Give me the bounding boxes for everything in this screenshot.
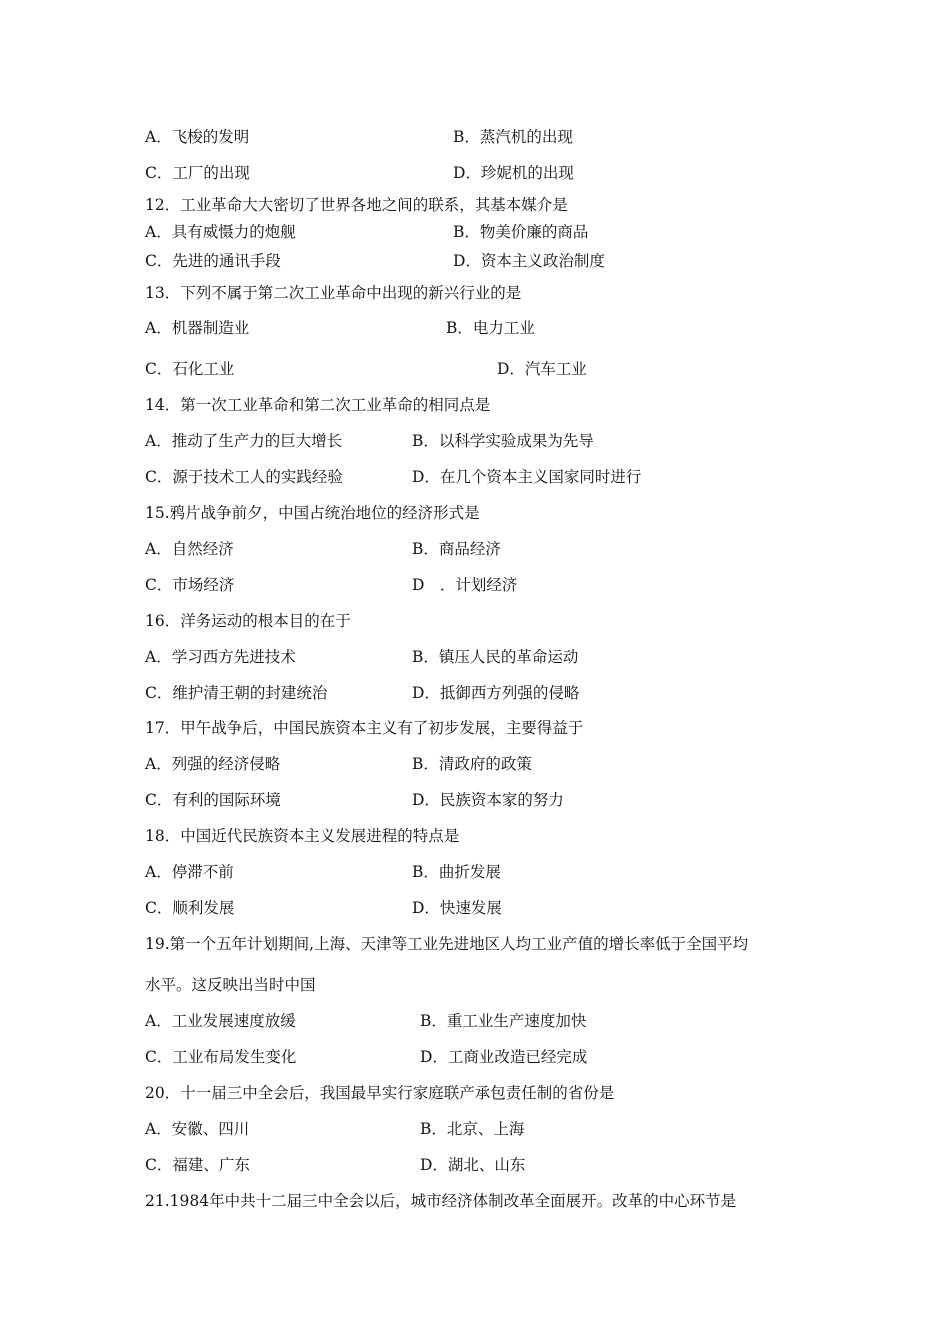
q15-option-a: A．自然经济 [145,540,234,558]
q21-stem: 21.1984年中共十二届三中全会以后，城市经济体制改革全面展开。改革的中心环节是 [145,1192,737,1210]
q13-option-a: A．机器制造业 [145,319,250,337]
q18-option-a: A．停滞不前 [145,863,234,881]
q19-stem-continued: 水平。这反映出当时中国 [145,976,316,994]
q20-option-b: B．北京、上海 [420,1120,525,1138]
q11-option-b: B．蒸汽机的出现 [453,128,573,146]
q13-option-c: C．石化工业 [145,360,235,378]
q18-option-b: B．曲折发展 [412,863,501,881]
q12-stem: 12．工业革命大大密切了世界各地之间的联系，其基本媒介是 [145,196,568,214]
q15-stem: 15.鸦片战争前夕，中国占统治地位的经济形式是 [145,504,480,522]
q16-option-b: B．镇压人民的革命运动 [412,648,579,666]
q14-option-a: A．推动了生产力的巨大增长 [145,432,343,450]
q20-option-a: A．安徽、四川 [145,1120,250,1138]
q18-stem: 18．中国近代民族资本主义发展进程的特点是 [145,827,460,845]
q15-option-b: B．商品经济 [412,540,501,558]
q12-option-a: A．具有威慑力的炮舰 [145,223,296,241]
q13-option-b: B．电力工业 [446,319,535,337]
q14-option-d: D．在几个资本主义国家同时进行 [412,468,642,486]
q19-stem: 19.第一个五年计划期间,上海、天津等工业先进地区人均工业产值的增长率低于全国平均 [145,935,749,953]
q19-option-b: B．重工业生产速度加快 [420,1012,587,1030]
q20-option-c: C．福建、广东 [145,1156,250,1174]
q13-stem: 13．下列不属于第二次工业革命中出现的新兴行业的是 [145,284,522,302]
q19-option-a: A．工业发展速度放缓 [145,1012,296,1030]
q12-option-d: D．资本主义政治制度 [453,252,605,270]
q11-option-c: C．工厂的出现 [145,164,250,182]
q16-option-d: D．抵御西方列强的侵略 [412,684,580,702]
q17-option-c: C．有利的国际环境 [145,791,281,809]
q20-option-d: D．湖北、山东 [420,1156,526,1174]
q15-option-c: C．市场经济 [145,576,235,594]
q17-option-d: D．民族资本家的努力 [412,791,564,809]
q14-stem: 14．第一次工业革命和第二次工业革命的相同点是 [145,396,491,414]
q11-option-d: D．珍妮机的出现 [453,164,574,182]
q20-stem: 20．十一届三中全会后，我国最早实行家庭联产承包责任制的省份是 [145,1084,615,1102]
q17-option-b: B．清政府的政策 [412,755,532,773]
q16-stem: 16．洋务运动的根本目的在于 [145,612,351,630]
q17-stem: 17．甲午战争后，中国民族资本主义有了初步发展，主要得益于 [145,719,584,737]
q12-option-c: C．先进的通讯手段 [145,252,281,270]
q13-option-d: D．汽车工业 [497,360,587,378]
q17-option-a: A．列强的经济侵略 [145,755,281,773]
q12-option-b: B．物美价廉的商品 [453,223,589,241]
q19-option-d: D．工商业改造已经完成 [420,1048,588,1066]
q18-option-c: C．顺利发展 [145,899,235,917]
q14-option-c: C．源于技术工人的实践经验 [145,468,343,486]
q11-option-a: A．飞梭的发明 [145,128,250,146]
q14-option-b: B．以科学实验成果为先导 [412,432,594,450]
q19-option-c: C．工业布局发生变化 [145,1048,297,1066]
q16-option-a: A．学习西方先进技术 [145,648,296,666]
q16-option-c: C．维护清王朝的封建统治 [145,684,328,702]
q15-option-d: D ．计划经济 [412,576,518,594]
q18-option-d: D．快速发展 [412,899,502,917]
